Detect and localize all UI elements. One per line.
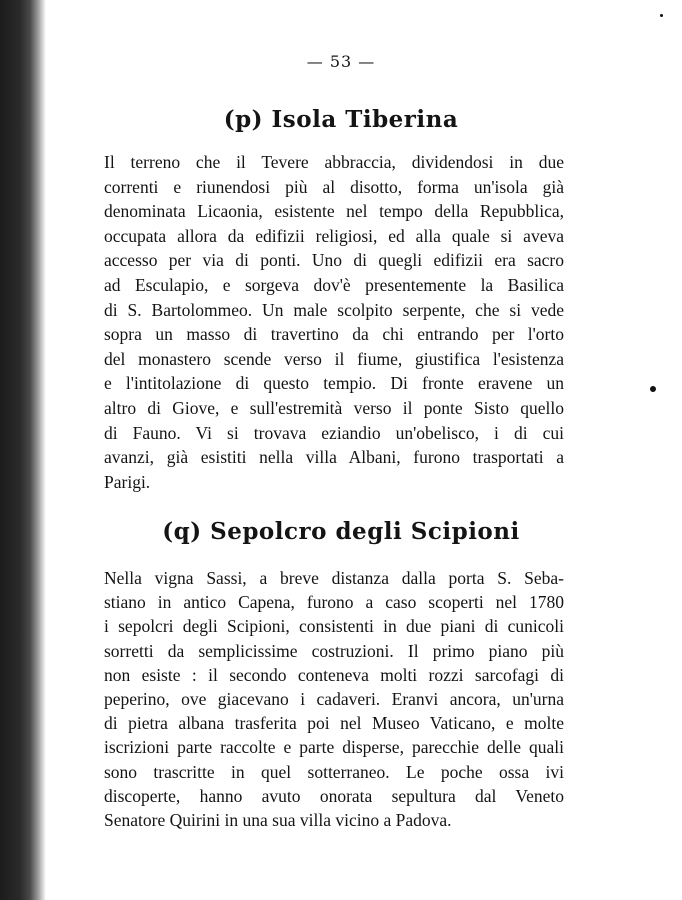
text-line: discoperte, hanno avuto onorata sepultura dal Veneto: [104, 785, 564, 806]
text-line: di Fauno. Vi si trovava eziandio un'obelisco, i di cui: [104, 422, 564, 443]
text-line: Il terreno che il Tevere abbraccia, dividendosi in due: [104, 152, 564, 172]
text-line: correnti e riunendosi più al disotto, forma un'isola già: [104, 176, 564, 197]
text-line: del monastero scende verso il fiume, giustifica l'esistenza: [104, 348, 564, 369]
ink-speck: [650, 386, 656, 392]
text-line: sorretti da semplicissime costruzioni. Il primo piano più: [104, 640, 564, 661]
text-line: i sepolcri degli Scipioni, consistenti in due piani di cunicoli: [104, 616, 564, 637]
text-line: sono trascritte in quel sotterraneo. Le poche ossa ivi: [104, 761, 564, 782]
text-line: altro di Giove, e sull'estremità verso il ponte Sisto quello: [104, 397, 564, 418]
page-number: — 53 —: [306, 52, 376, 71]
text-line: sopra un masso di travertino da chi entrando per l'orto: [104, 324, 564, 345]
text-line: non esiste : il secondo conteneva molti rozzi sarcofagi di: [104, 664, 564, 685]
text-line: peperino, ove giacevano i cadaveri. Eranvi ancora, un'urna: [104, 688, 564, 709]
heading-isola-tiberina: (p) Isola Tiberina: [223, 106, 459, 133]
text-line: Senatore Quirini in una sua villa vicino a Padova.: [104, 809, 452, 830]
ink-speck: [660, 14, 663, 17]
text-line: e l'intitolazione di questo tempio. Di fronte eravene un: [104, 373, 564, 394]
text-line: accesso per via di ponti. Uno di quegli edifizii era sacro: [104, 250, 564, 271]
text-line: stiano in antico Capena, furono a caso scoperti nel 1780: [104, 592, 564, 613]
text-line: Parigi.: [104, 471, 151, 492]
text-line: denominata Licaonia, esistente nel tempo della Repubblica,: [104, 201, 564, 222]
text-line: avanzi, già esistiti nella villa Albani, furono trasportati a: [104, 447, 564, 468]
text-line: iscrizioni parte raccolte e parte disperse, parecchie delle quali: [104, 737, 564, 758]
binding-shadow: [0, 0, 46, 900]
paragraph-sepolcro-scipioni: [104, 566, 564, 832]
text-line: Nella vigna Sassi, a breve distanza dalla porta S. Seba-: [104, 568, 564, 588]
text-line: di pietra albana trasferita poi nel Museo Vaticano, e molte: [104, 713, 564, 734]
text-line: occupata allora da edifizii religiosi, ed alla quale si aveva: [104, 225, 564, 246]
paragraph-isola-tiberina: [104, 150, 564, 494]
text-line: di S. Bartolommeo. Un male scolpito serpente, che si vede: [104, 299, 564, 320]
text-line: ad Esculapio, e sorgeva dov'è presentemente la Basilica: [104, 274, 564, 295]
heading-sepolcro-scipioni: (q) Sepolcro degli Scipioni: [162, 518, 520, 545]
